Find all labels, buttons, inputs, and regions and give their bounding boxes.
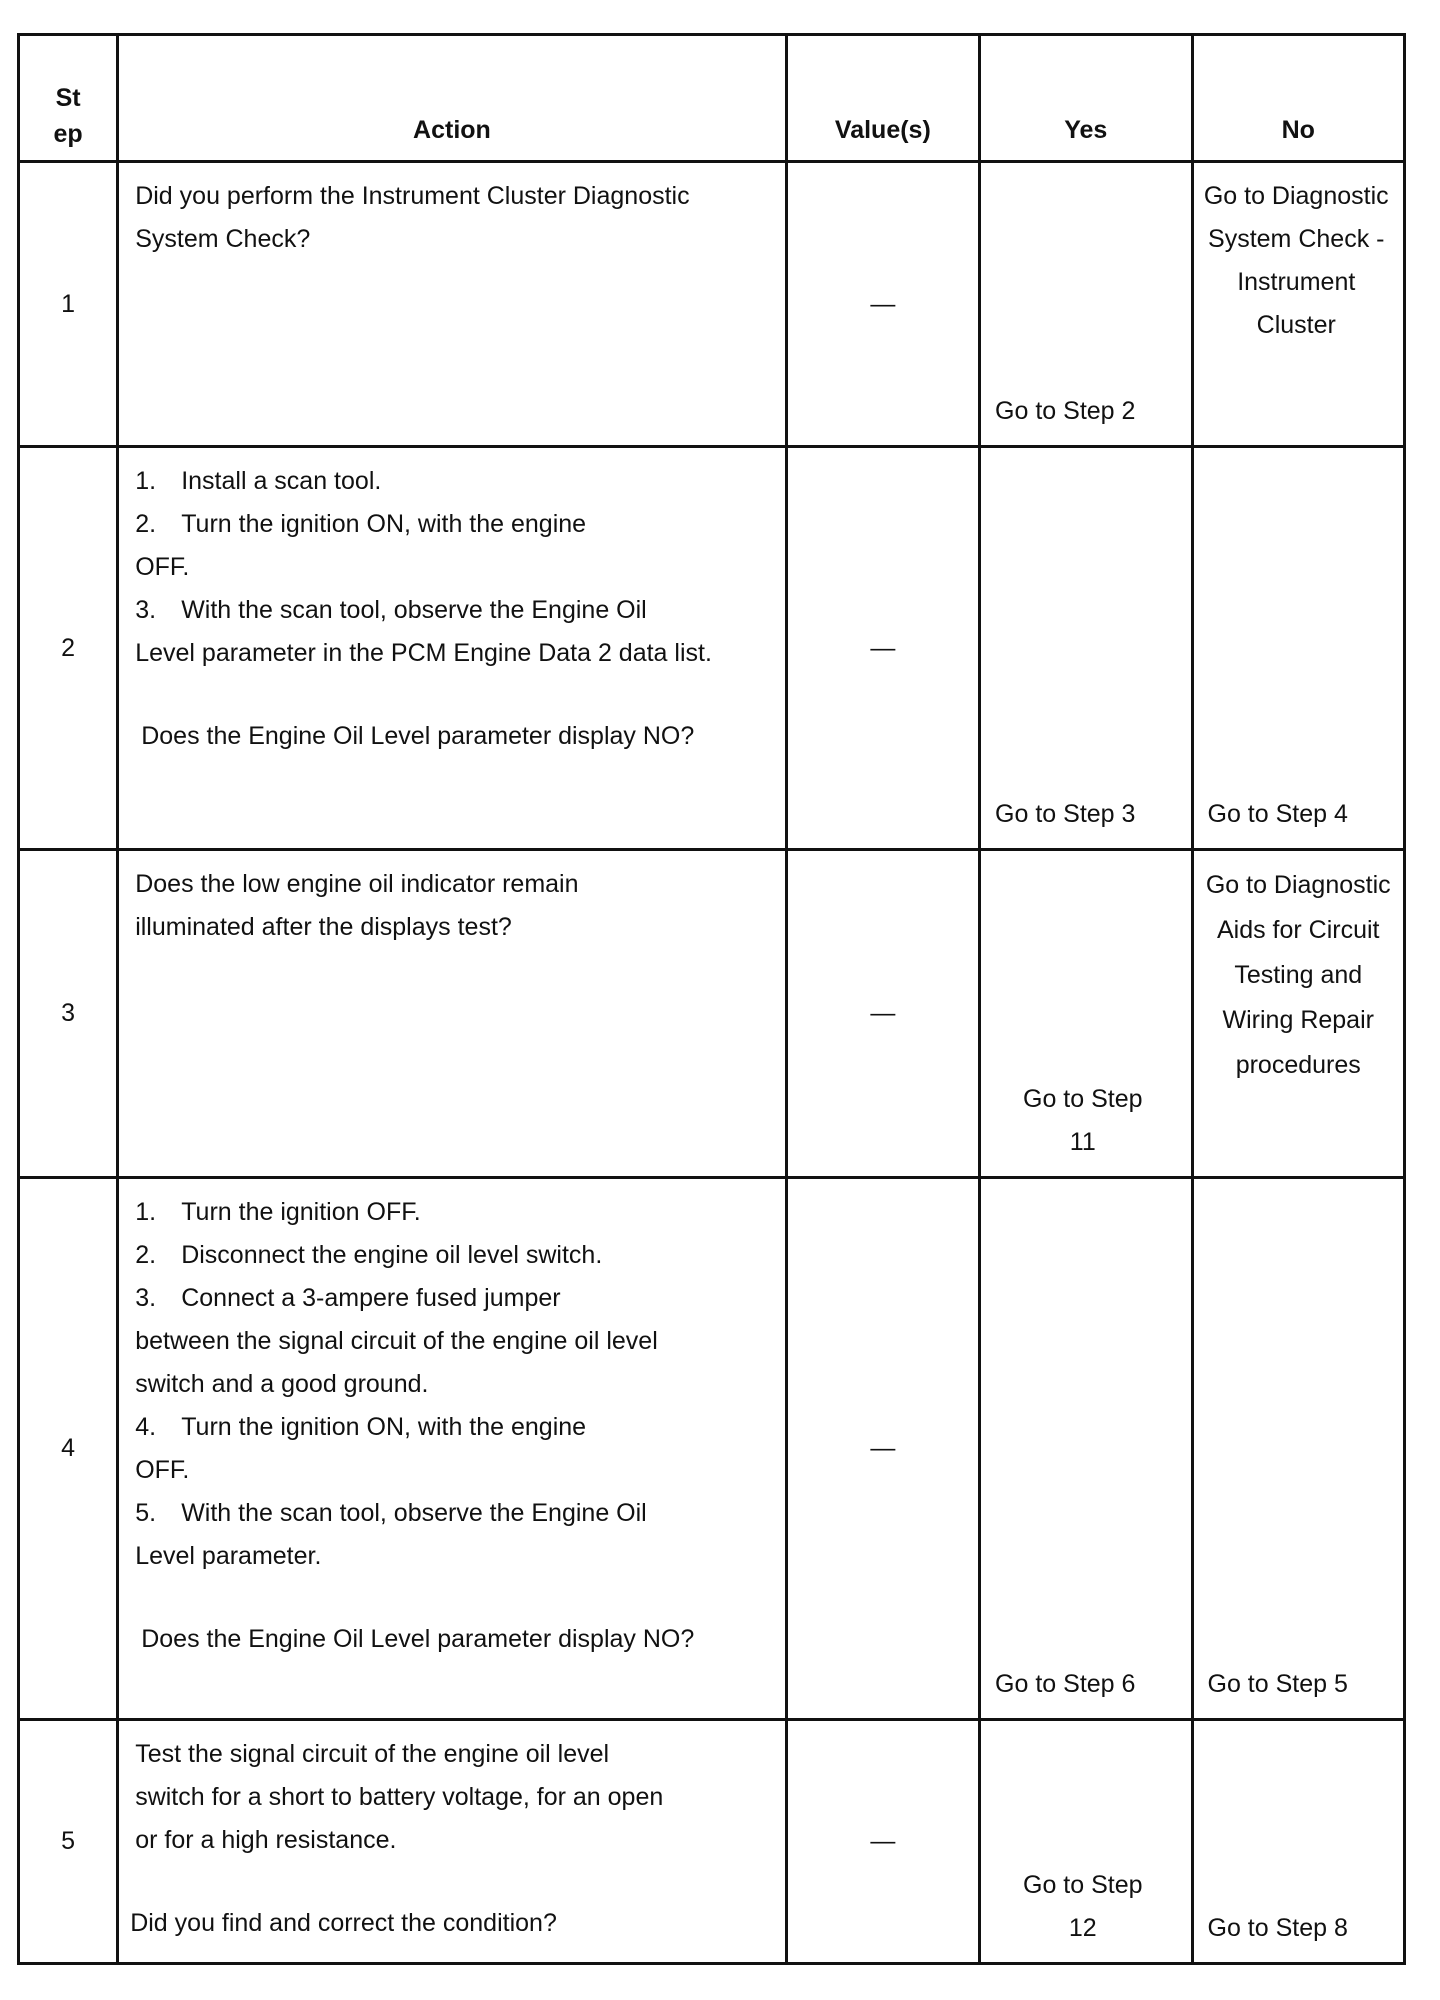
action-item-cont: Level parameter. bbox=[135, 1542, 322, 1570]
step-number: 1 bbox=[19, 162, 118, 447]
step-number: 3 bbox=[19, 850, 118, 1178]
table-row bbox=[19, 162, 1405, 447]
step-number: 2 bbox=[19, 447, 118, 850]
header-no: No bbox=[1192, 35, 1405, 162]
yes-link[interactable]: Go to Step 2 bbox=[980, 162, 1192, 447]
value-cell: — bbox=[786, 850, 979, 1178]
action-item: 1. Install a scan tool. bbox=[135, 467, 382, 495]
action-text: System Check? bbox=[135, 225, 311, 253]
diagnostic-table bbox=[17, 33, 1406, 1965]
action-item-cont: OFF. bbox=[135, 553, 190, 581]
action-question: Did you find and correct the condition? bbox=[130, 1909, 557, 1937]
action-item: 2. Turn the ignition ON, with the engine bbox=[135, 510, 587, 538]
step-number: 5 bbox=[19, 1720, 118, 1964]
action-item: 2. Disconnect the engine oil level switch. bbox=[135, 1241, 603, 1269]
action-cell bbox=[118, 447, 786, 850]
table-row bbox=[19, 850, 1405, 1178]
value-cell: — bbox=[786, 1720, 979, 1964]
table-row bbox=[19, 1720, 1405, 1964]
action-item-cont: between the signal circuit of the engine oil level switch and a good ground. bbox=[135, 1327, 658, 1398]
action-cell bbox=[118, 1720, 786, 1964]
table-row bbox=[19, 1178, 1405, 1720]
yes-link[interactable]: Go to Step 6 bbox=[980, 1178, 1192, 1720]
action-question: Does the Engine Oil Level parameter display NO? bbox=[141, 1625, 695, 1653]
step-number: 4 bbox=[19, 1178, 118, 1720]
action-cell bbox=[118, 850, 786, 1178]
action-item: 5. With the scan tool, observe the Engine Oil bbox=[135, 1499, 647, 1527]
no-link[interactable]: Go to Step 4 bbox=[1192, 447, 1405, 850]
action-cell bbox=[118, 162, 786, 447]
action-item: 3. Connect a 3-ampere fused jumper bbox=[135, 1284, 561, 1312]
yes-link[interactable]: Go to Step 11 bbox=[980, 850, 1192, 1178]
action-text: illuminated after the displays test? bbox=[135, 913, 512, 941]
value-cell: — bbox=[786, 447, 979, 850]
no-link[interactable]: Go to Diagnostic Aids for Circuit Testing and Wiring Repair procedures bbox=[1192, 850, 1405, 1178]
yes-link[interactable]: Go to Step 12 bbox=[980, 1720, 1192, 1964]
action-text: Does the low engine oil indicator remain bbox=[135, 870, 579, 898]
action-question: Does the Engine Oil Level parameter display NO? bbox=[141, 722, 695, 750]
header-step: St ep bbox=[19, 35, 118, 162]
table-row bbox=[19, 447, 1405, 850]
header-row bbox=[19, 35, 1405, 162]
no-link[interactable]: Go to Diagnostic System Check - Instrument Cluster bbox=[1192, 162, 1405, 447]
value-cell: — bbox=[786, 162, 979, 447]
action-item-cont: OFF. bbox=[135, 1456, 190, 1484]
yes-link[interactable]: Go to Step 3 bbox=[980, 447, 1192, 850]
action-item: 4. Turn the ignition ON, with the engine bbox=[135, 1413, 587, 1441]
action-item-cont: Level parameter in the PCM Engine Data 2 data list. bbox=[135, 639, 712, 667]
header-action: Action bbox=[118, 35, 786, 162]
action-text: Did you perform the Instrument Cluster Diagnostic bbox=[135, 182, 690, 210]
action-item: 3. With the scan tool, observe the Engine Oil bbox=[135, 596, 647, 624]
action-cell bbox=[118, 1178, 786, 1720]
action-text: Test the signal circuit of the engine oil level bbox=[135, 1740, 610, 1768]
header-values: Value(s) bbox=[786, 35, 979, 162]
action-text: or for a high resistance. bbox=[135, 1826, 397, 1854]
action-text: switch for a short to battery voltage, for an open bbox=[135, 1783, 664, 1811]
action-item: 1. Turn the ignition OFF. bbox=[135, 1198, 421, 1226]
header-yes: Yes bbox=[980, 35, 1192, 162]
no-link[interactable]: Go to Step 5 bbox=[1192, 1178, 1405, 1720]
value-cell: — bbox=[786, 1178, 979, 1720]
no-link[interactable]: Go to Step 8 bbox=[1192, 1720, 1405, 1964]
